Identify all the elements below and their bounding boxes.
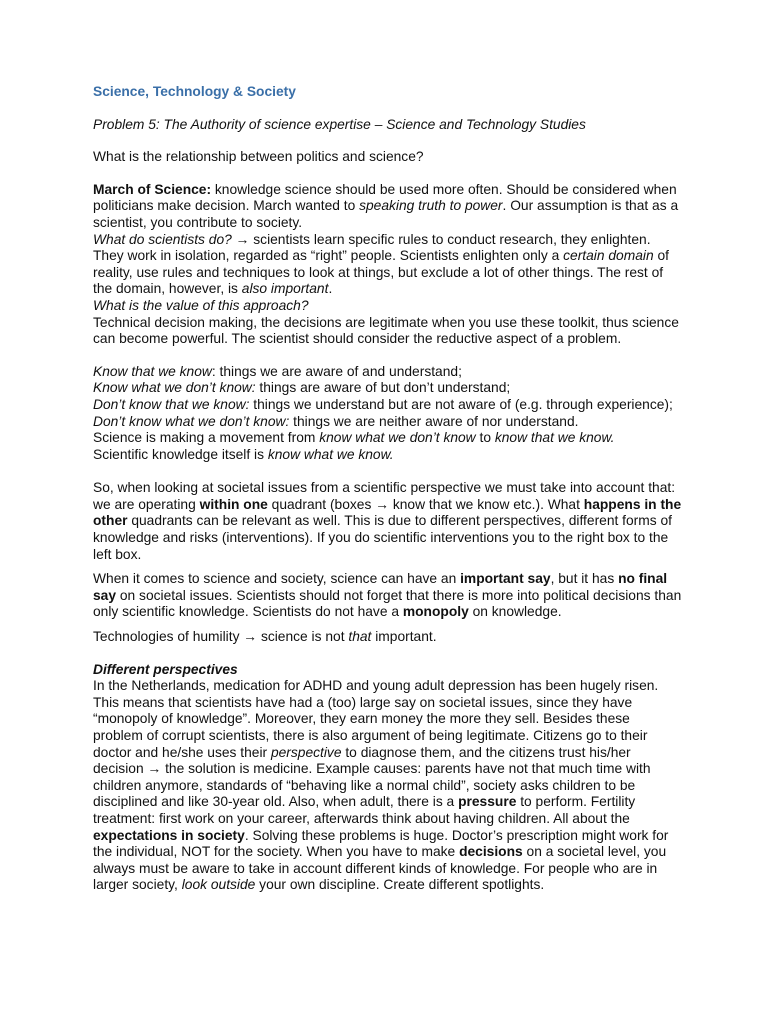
- paragraph-technologies-of-humility: Technologies of humility → science is not that important.: [93, 629, 437, 645]
- question-scientists-do: What do scientists do?: [93, 231, 232, 247]
- paragraph-science-and-society: When it comes to science and society, science can have an important say, but it has no final say on societal issues. Scientists should not forget that there is more into political decisions than only scientific knowledge. Scientists do not have a monopoly on knowledge.: [93, 571, 682, 620]
- march-label: March of Science:: [93, 181, 212, 197]
- central-question: What is the relationship between politics and science?: [93, 149, 424, 165]
- paragraph-technical-decision: Technical decision making, the decisions are legitimate when you use these toolkit, thus science can become powerful. The scientist should consider the reductive aspect of a problem.: [93, 314, 679, 347]
- knowledge-line-3: Don’t know that we know: things we understand but are not aware of (e.g. through experience);: [93, 396, 673, 412]
- paragraph-march-of-science: March of Science: knowledge science should be used more often. Should be considered when politicians make decision. March wanted to speaking truth to power. Our assumption is that as a scientist, you contribute to society.: [93, 181, 679, 230]
- knowledge-line-5: Science is making a movement from know what we don’t know to know that we know.: [93, 430, 615, 446]
- document-title: Science, Technology & Society: [93, 84, 296, 99]
- question-value-of-approach: What is the value of this approach?: [93, 297, 309, 313]
- paragraph-different-perspectives: In the Netherlands, medication for ADHD and young adult depression has been hugely risen. This means that scientists have had a (too) large say on societal issues, since they have “monopoly of knowledge”. Moreover, they earn money the more they sell. Besides these problem of corrupt scientists, there is also argument of being legitimate. Citizens go to their doctor and he/she uses their perspective to diagnose them, and the citizens trust his/her decision → the solution is medicine. Example causes: parents have not that much time with children anymore, standards of “behaving like a normal child”, society asks children to be disciplined and like 30-year old. Also, when adult, there is a pressure to perform. Fertility treatment: first work on your career, afterwards think about having children. All about the expectations in society. Solving these problems is huge. Doctor’s prescription might work for the individual, NOT for the society. When you have to make decisions on a societal level, you always must be aware to take in account different kinds of knowledge. For people who are in larger society, look outside your own discipline. Create different spotlights.: [93, 678, 669, 893]
- knowledge-line-6: Scientific knowledge itself is know what we know.: [93, 446, 394, 462]
- knowledge-line-2: Know what we don’t know: things are aware of but don’t understand;: [93, 380, 511, 396]
- knowledge-line-4: Don’t know what we don’t know: things we are neither aware of nor understand.: [93, 413, 579, 429]
- heading-different-perspectives: Different perspectives: [93, 661, 238, 677]
- knowledge-line-1: Know that we know: things we are aware of and understand;: [93, 363, 462, 379]
- document-page: [93, 84, 683, 894]
- paragraph-scientists-do: What do scientists do? → scientists learn specific rules to conduct research, they enlighten. They work in isolation, regarded as “right” people. Scientists enlighten only a certain domain of reality, use rules and techniques to look at things, but exclude a lot of other things. The rest of the domain, however, is also important.: [93, 231, 669, 297]
- paragraph-societal-issues: So, when looking at societal issues from a scientific perspective we must take into account that: we are operating within one quadrant (boxes → know that we know etc.). What happens in the other quadrants can be relevant as well. This is due to different perspectives, different forms of knowledge and risks (interventions). If you do scientific interventions you to the right box to the left box.: [93, 480, 682, 562]
- document-subtitle: Problem 5: The Authority of science expertise – Science and Technology Studies: [93, 116, 586, 132]
